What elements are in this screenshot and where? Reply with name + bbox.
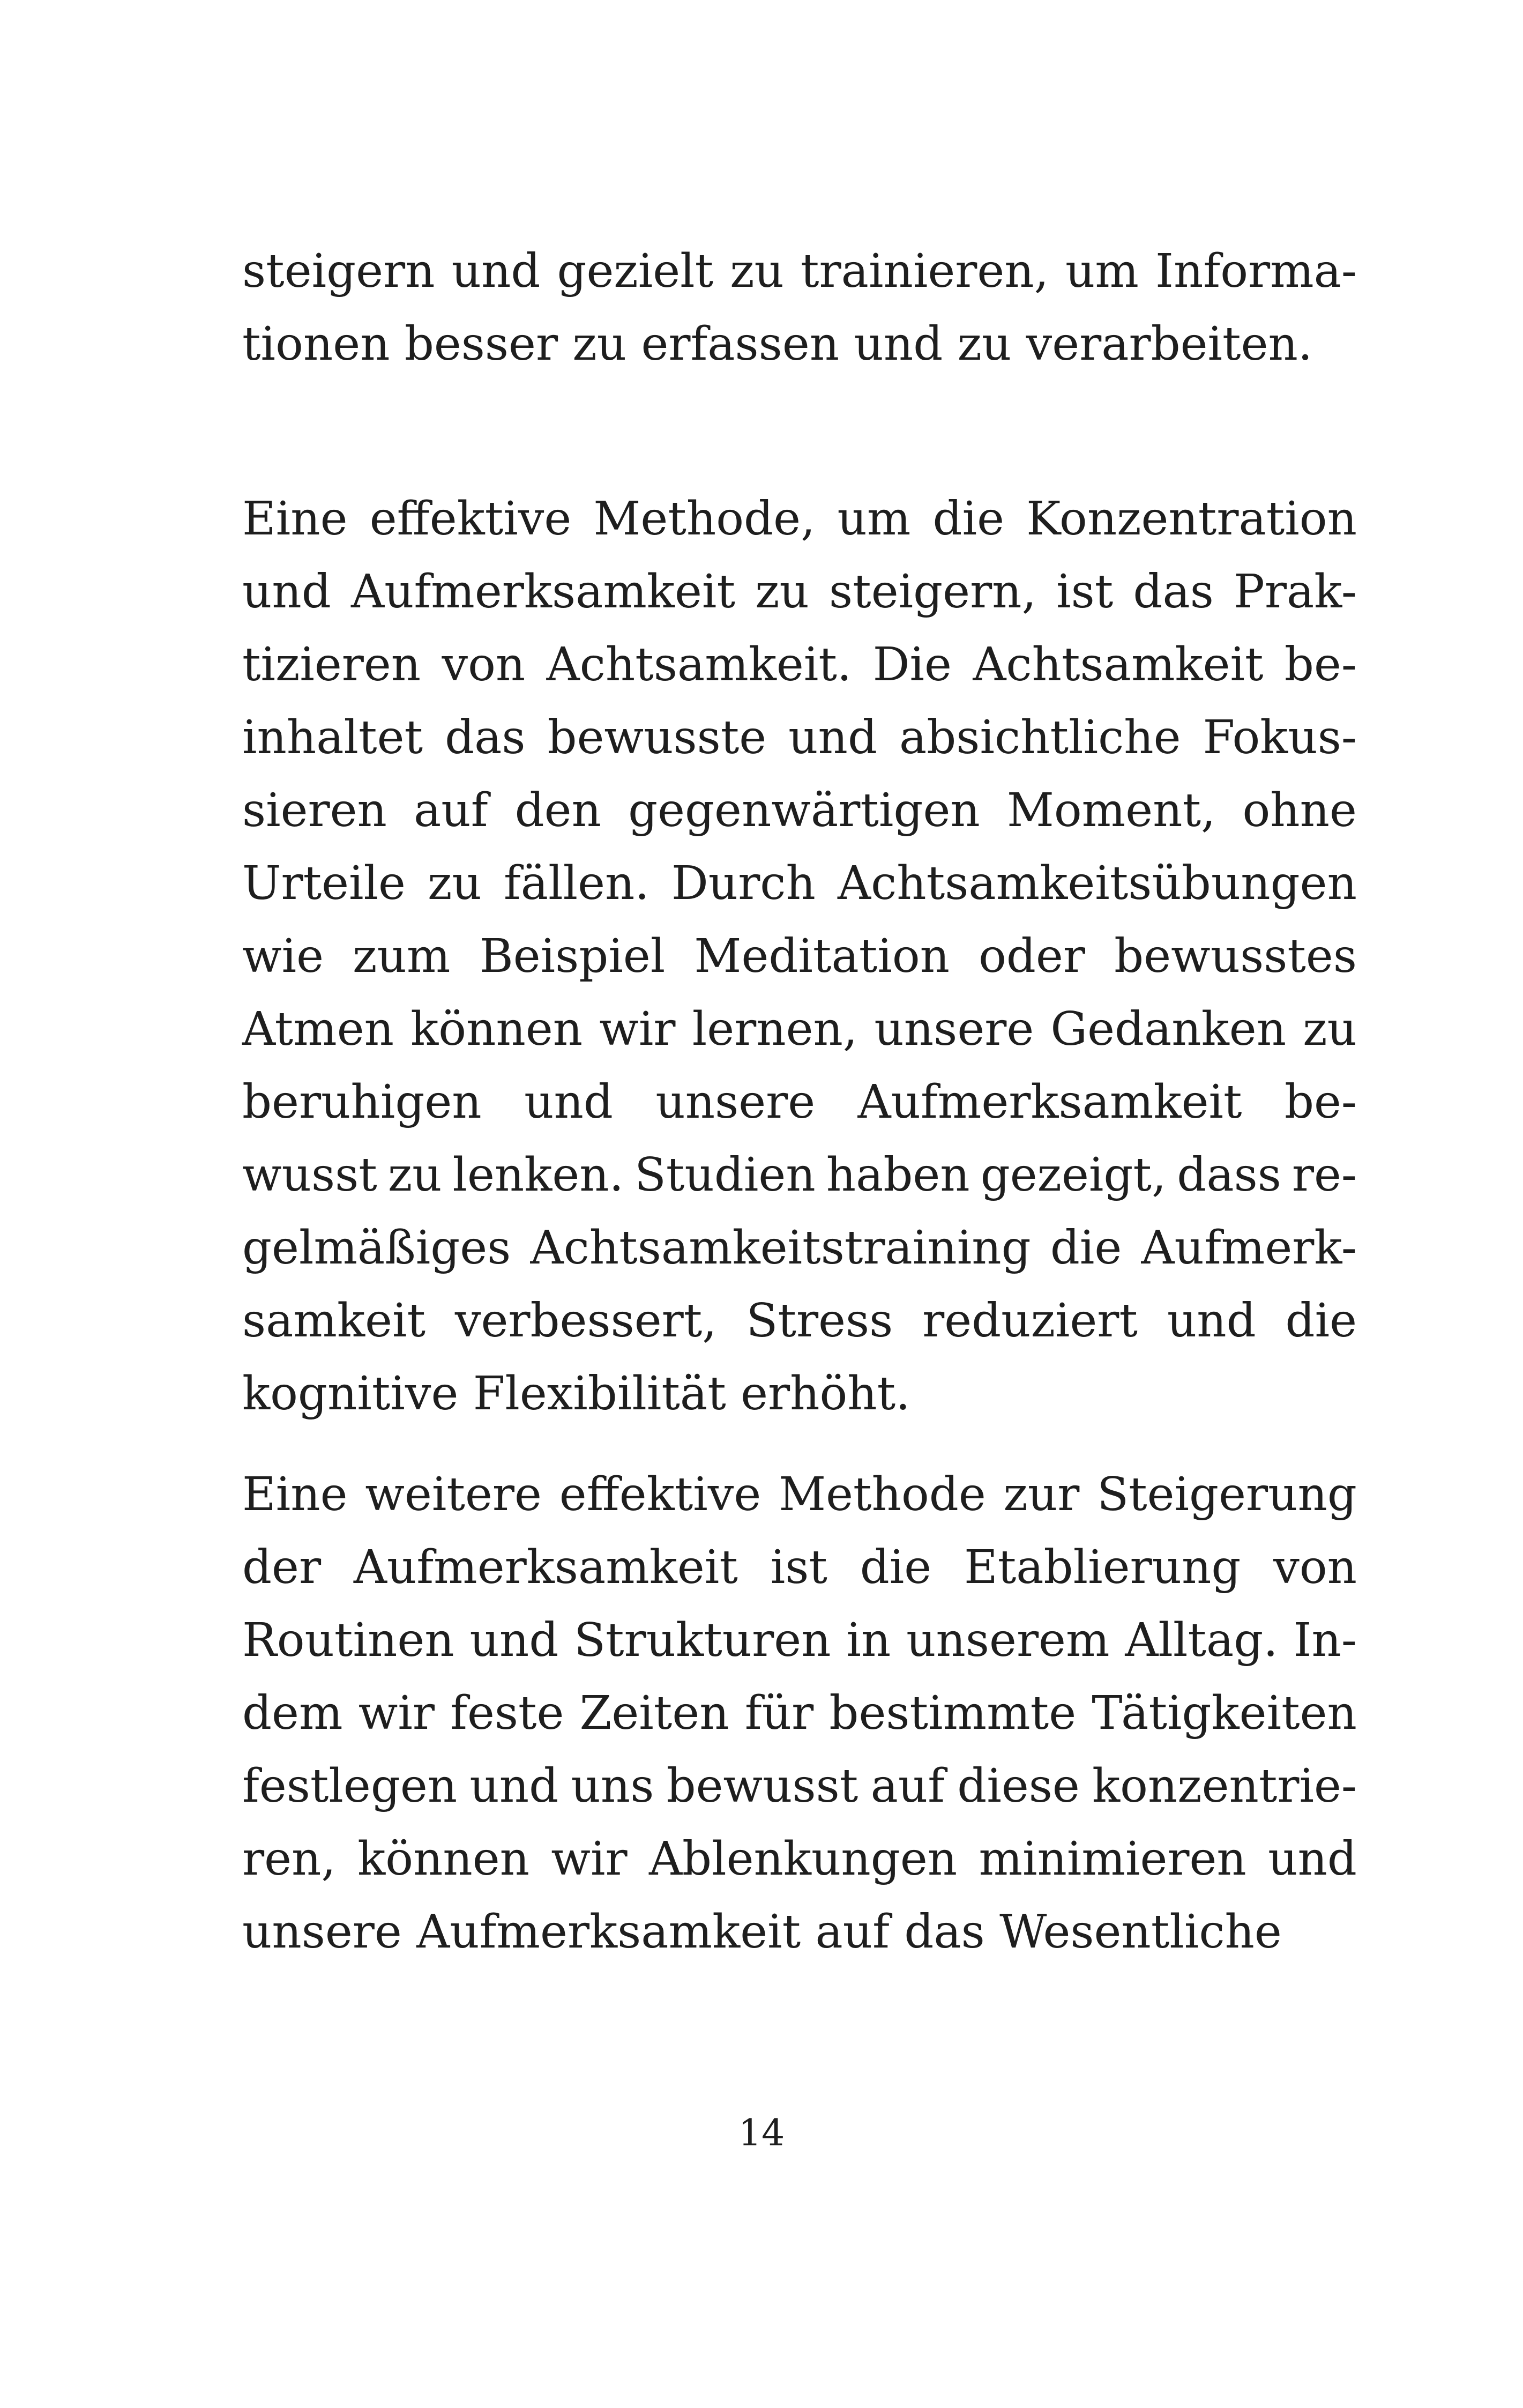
text-line: samkeit verbessert, Stress reduziert und die [242, 1294, 1357, 1348]
text-line: festlegen und uns bewusst auf diese konzentrie- [242, 1759, 1357, 1813]
paragraph-mindfulness [242, 482, 1357, 1430]
text-line: sieren auf den gegenwärtigen Moment, ohne [242, 784, 1357, 837]
text-line: Eine effektive Methode, um die Konzentration [242, 492, 1357, 546]
text-line: gelmäßiges Achtsamkeitstraining die Aufmerk- [242, 1221, 1357, 1275]
paragraph-continuation [242, 235, 1357, 381]
text-line: beruhigen und unsere Aufmerksamkeit be- [242, 1075, 1357, 1129]
text-line: Urteile zu fällen. Durch Achtsamkeitsübungen [242, 857, 1357, 910]
text-line: dem wir feste Zeiten für bestimmte Tätigkeiten [242, 1686, 1357, 1740]
paragraph-routines [242, 1458, 1357, 1968]
text-line: kognitive Flexibilität erhöht. [242, 1367, 910, 1421]
text-line: tizieren von Achtsamkeit. Die Achtsamkeit be- [242, 638, 1357, 692]
text-line: tionen besser zu erfassen und zu verarbeiten. [242, 317, 1313, 371]
text-line: ren, können wir Ablenkungen minimieren und [242, 1832, 1357, 1886]
text-line: Atmen können wir lernen, unsere Gedanken zu [242, 1002, 1357, 1056]
text-line: der Aufmerksamkeit ist die Etablierung von [242, 1541, 1357, 1594]
text-line: Routinen und Strukturen in unserem Alltag. In- [242, 1614, 1357, 1667]
text-line: unsere Aufmerksamkeit auf das Wesentliche [242, 1905, 1282, 1959]
text-line: und Aufmerksamkeit zu steigern, ist das Prak- [242, 565, 1357, 619]
text-line: inhaltet das bewusste und absichtliche Fokus- [242, 711, 1357, 764]
page-number: 14 [738, 2112, 785, 2154]
text-line: wusst zu lenken. Studien haben gezeigt, dass re- [242, 1148, 1357, 1202]
text-line: steigern und gezielt zu trainieren, um Informa- [242, 244, 1357, 298]
text-line: Eine weitere effektive Methode zur Steigerung [242, 1468, 1357, 1521]
text-line: wie zum Beispiel Meditation oder bewusstes [242, 930, 1357, 983]
